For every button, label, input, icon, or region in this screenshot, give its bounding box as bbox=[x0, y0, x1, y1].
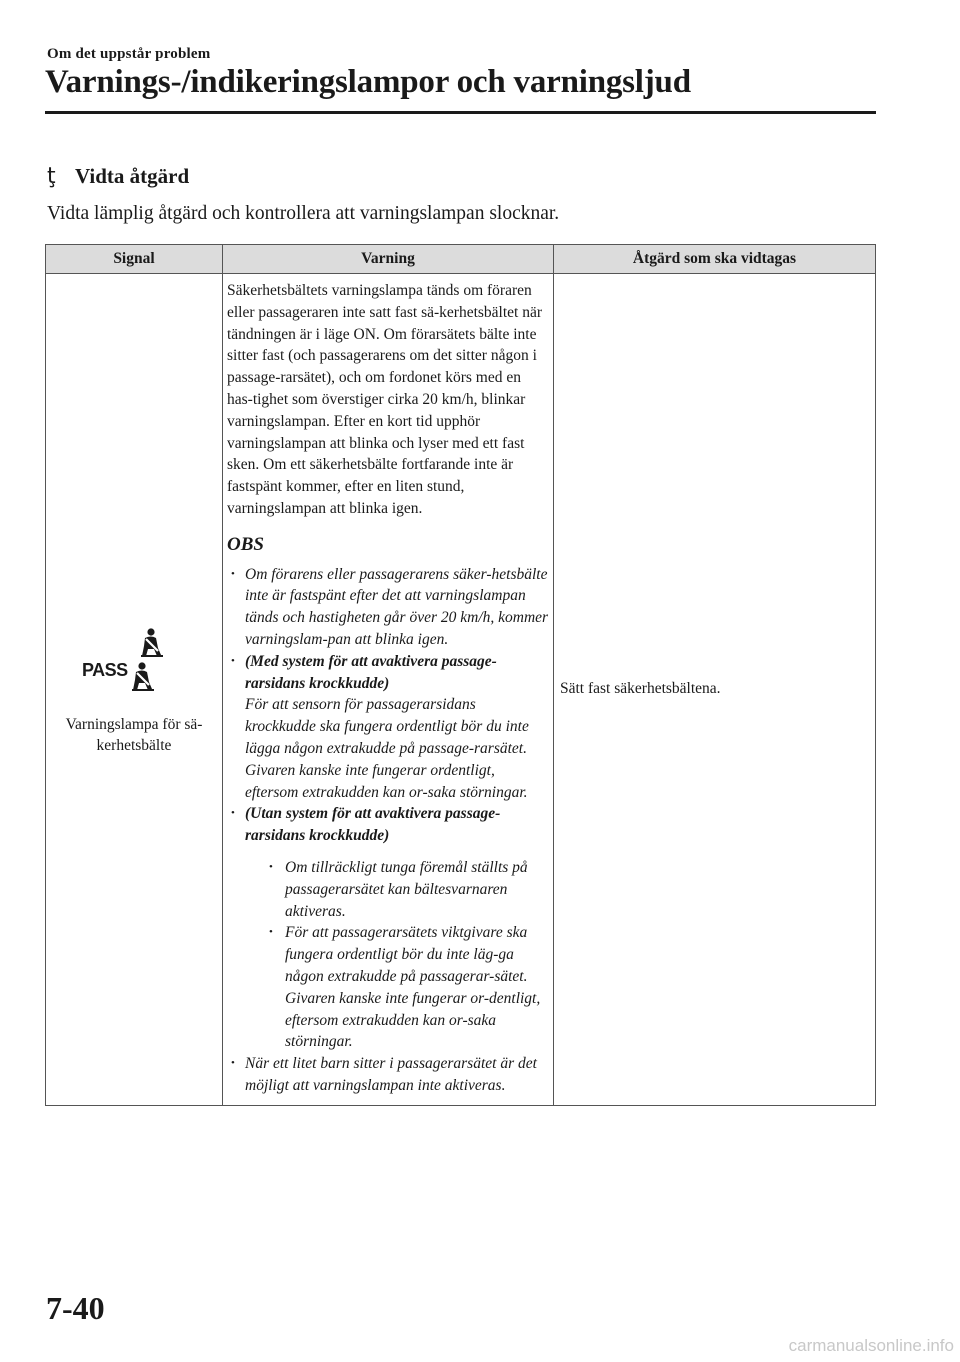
signal-caption: Varningslampa för sä-kerhetsbälte bbox=[65, 716, 203, 755]
header-warning: Varning bbox=[223, 245, 554, 274]
note-text: När ett litet barn sitter i passagerarsätet är det möjligt att varningslampan inte aktiveras. bbox=[245, 1055, 537, 1094]
action-cell: Sätt fast säkerhetsbältena. bbox=[554, 274, 876, 1106]
seatbelt-icon bbox=[139, 628, 165, 658]
signal-icons bbox=[74, 622, 194, 710]
note-text: Om förarens eller passagerarens säker-hetsbälte inte är fastspänt efter det att varningslampan tänds och hastigheten går över 20 km/h, kommer varningslam-pan att blinka igen. bbox=[245, 565, 549, 648]
note-title: • (Utan system för att avaktivera passage-rarsidans krockkudde) bbox=[245, 805, 501, 845]
seatbelt-icon bbox=[130, 662, 156, 692]
breadcrumb: Om det uppstår problem bbox=[47, 46, 211, 62]
section-heading bbox=[47, 164, 189, 189]
notes-list bbox=[227, 564, 549, 1097]
warning-text: Säkerhetsbältets varningslampa tänds om föraren eller passageraren inte satt fast sä-kerhetsbältet när tändningen är i läge ON. Om förarsätets bälte inte sitter fast (och passagerarens om det sitter någon i passage-rarsätet), och om fordonet körs med en has-tighet som överstiger cirka 20 km/h, blinkar varningslampan. Efter en kort tid upphör varningslampan att blinka och lyser med ett fast sken. Om ett säkerhetsbälte fortfarande inte är fastspänt kommer, efter en liten stund, varningslampan att blinka igen. bbox=[227, 282, 543, 517]
page-number: 7-40 bbox=[46, 1290, 105, 1326]
warning-table bbox=[45, 244, 876, 1106]
section-heading-text: Vidta åtgärd bbox=[75, 164, 190, 188]
watermark: carmanualsonline.info bbox=[788, 1336, 954, 1355]
note-item bbox=[227, 1053, 549, 1097]
note-title: • (Med system för att avaktivera passage-rarsidans krockkudde) bbox=[245, 652, 497, 692]
signal-cell bbox=[46, 274, 223, 1106]
warning-cell bbox=[223, 274, 554, 1106]
title-rule bbox=[45, 111, 876, 114]
section-bullet-icon: ţ bbox=[47, 164, 56, 189]
sub-note-item: • Om tillräckligt tunga föremål ställts på passagerarsätet kan bältesvarnaren aktiveras. bbox=[263, 857, 553, 922]
note-item bbox=[227, 564, 549, 651]
page-title: Varnings-/indikeringslampor och varningsljud bbox=[45, 64, 691, 100]
header-signal: Signal bbox=[46, 245, 223, 274]
table-row bbox=[46, 274, 876, 1106]
header-action: Åtgärd som ska vidtagas bbox=[554, 245, 876, 274]
pass-label: PASS bbox=[82, 660, 128, 681]
obs-heading: OBS bbox=[227, 533, 264, 555]
sub-note-item: • För att passagerarsätets viktgivare ska fungera ordentligt bör du inte läg-ga någon extrakudde på passagerar-sätet. Givaren kanske inte fungerar or-dentligt, eftersom extrakudden kan or-saka störningar. bbox=[263, 922, 553, 1053]
intro-text: Vidta lämplig åtgärd och kontrollera att varningslampan slocknar. bbox=[47, 203, 560, 224]
note-item bbox=[227, 803, 549, 1053]
table-header-row bbox=[46, 245, 876, 274]
sub-notes-list bbox=[245, 857, 549, 1053]
note-text: För att sensorn för passagerarsidans krockkudde ska fungera ordentligt bör du inte lägga någon extrakudde på passage-rarsätet. Givaren kanske inte fungerar ordentligt, eftersom extrakudden kan or-saka störningar. bbox=[245, 696, 529, 801]
note-item bbox=[227, 651, 549, 804]
